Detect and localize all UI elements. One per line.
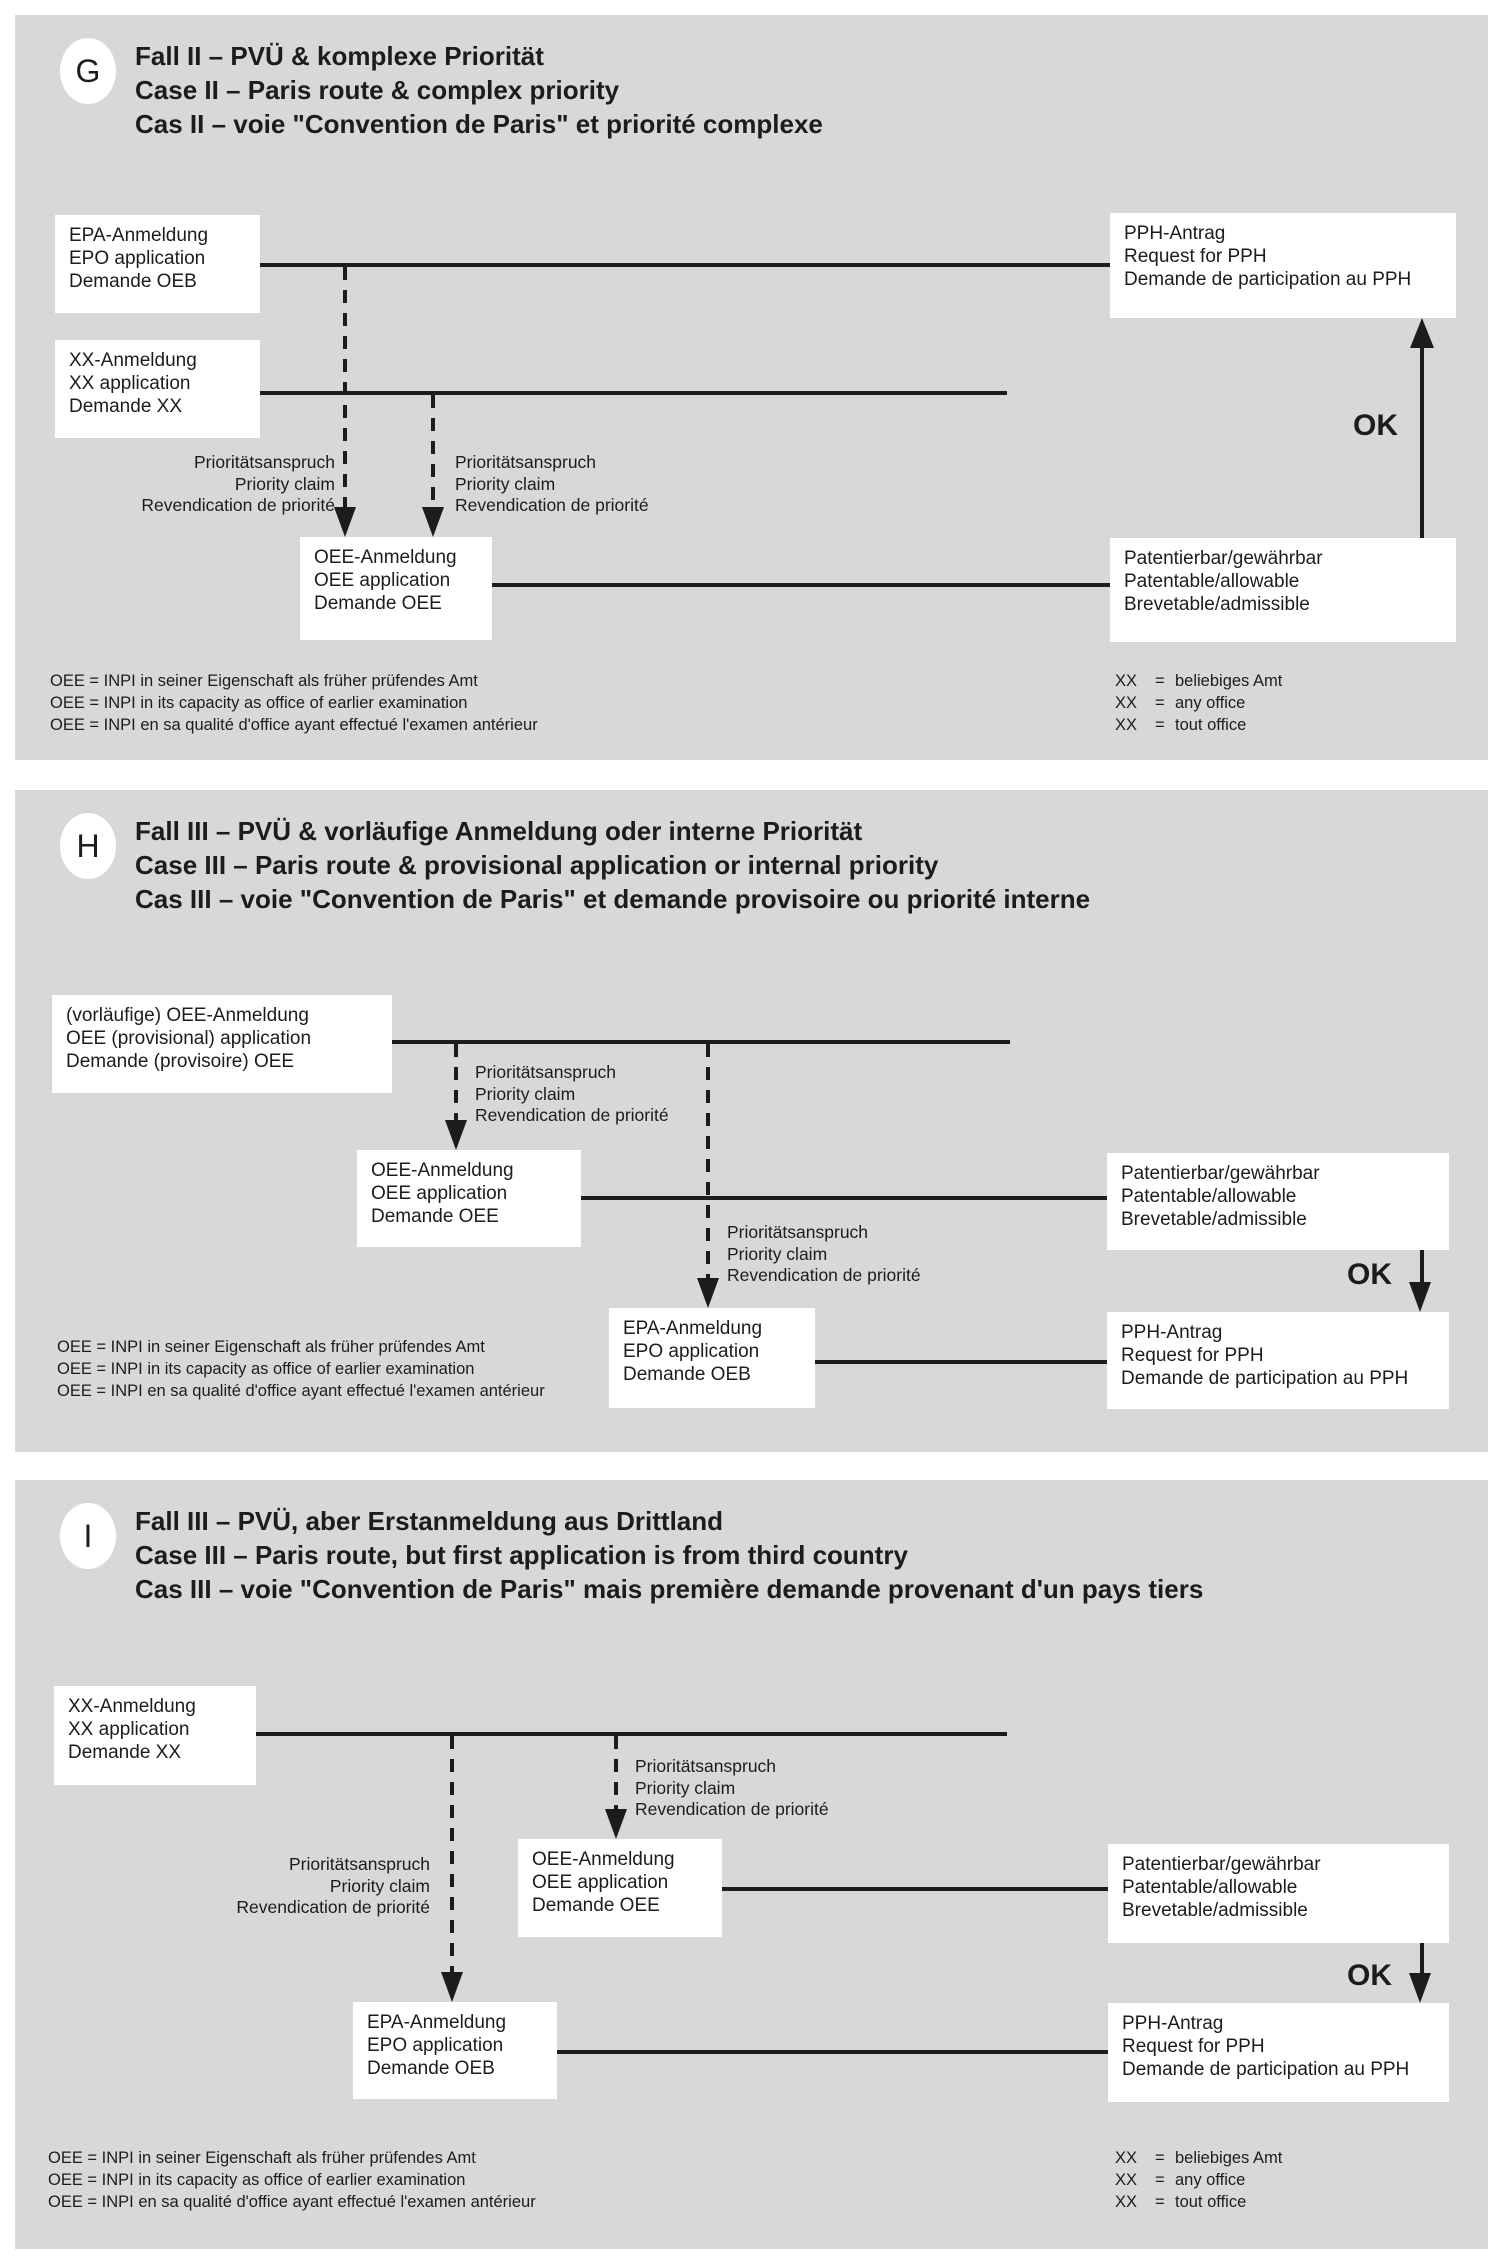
footnote-eq: = bbox=[1155, 694, 1165, 712]
box-line-de: EPA-Anmeldung bbox=[367, 2012, 507, 2033]
box-line-en: EPO application bbox=[367, 2035, 504, 2056]
priority-claim-en: Priority claim bbox=[475, 1083, 576, 1104]
footnote-eq: = bbox=[1155, 672, 1165, 690]
priority-claim-label bbox=[455, 452, 649, 517]
priority-claim-label bbox=[727, 1222, 921, 1287]
arrowhead-down-icon bbox=[697, 1278, 719, 1308]
box-line-fr: Brevetable/admissible bbox=[1121, 1209, 1307, 1230]
priority-claim-fr: Revendication de priorité bbox=[141, 495, 335, 515]
box-line-en: Request for PPH bbox=[1121, 1345, 1264, 1366]
badge-letter: I bbox=[83, 1517, 93, 1554]
epo-to-pph-connector bbox=[815, 1360, 1107, 1364]
xx-timeline bbox=[260, 391, 1007, 395]
priority-claim-en: Priority claim bbox=[234, 473, 335, 494]
oee-to-patentable-connector bbox=[492, 583, 1110, 587]
panel-title bbox=[135, 814, 1090, 916]
footnote-en: OEE = INPI in its capacity as office of earlier examination bbox=[48, 2171, 466, 2189]
footnote-fr: OEE = INPI en sa qualité d'office ayant effectué l'examen antérieur bbox=[48, 2193, 536, 2211]
box-line-fr: Demande OEB bbox=[69, 271, 197, 292]
xx-application-box bbox=[54, 1686, 256, 1785]
priority-claim-label bbox=[90, 452, 335, 517]
ok-arrow-stem bbox=[1420, 1943, 1424, 1974]
ok-label: OK bbox=[1347, 1959, 1392, 1992]
footnote-fr: OEE = INPI en sa qualité d'office ayant effectué l'examen antérieur bbox=[57, 1382, 545, 1400]
box-line-de: XX-Anmeldung bbox=[69, 350, 197, 371]
box-line-en: XX application bbox=[68, 1719, 190, 1740]
priority-claim-dashed-line bbox=[614, 1736, 618, 1809]
priority-claim-label bbox=[635, 1756, 829, 1821]
footnote-row bbox=[1115, 2147, 1282, 2169]
box-line-fr: Demande OEE bbox=[371, 1206, 499, 1227]
footnote-abbr: XX bbox=[1115, 2193, 1138, 2211]
footnote-fr: OEE = INPI en sa qualité d'office ayant effectué l'examen antérieur bbox=[50, 716, 538, 734]
panel-letter-badge bbox=[60, 813, 116, 879]
box-line-de: OEE-Anmeldung bbox=[314, 547, 457, 568]
footnote-eq: = bbox=[1155, 2171, 1165, 2189]
box-line-en: Request for PPH bbox=[1124, 246, 1267, 267]
oee-footnotes bbox=[57, 1336, 545, 1402]
arrowhead-up-icon bbox=[1410, 318, 1434, 348]
arrowhead-down-icon bbox=[1409, 1973, 1431, 2003]
priority-claim-de: Prioritätsanspruch bbox=[475, 1062, 617, 1082]
oee-application-box bbox=[518, 1839, 722, 1937]
box-line-en: OEE application bbox=[371, 1183, 508, 1204]
footnote-abbr: XX bbox=[1115, 2171, 1138, 2189]
provisional-oee-application-box bbox=[52, 995, 392, 1093]
title-de: Fall III – PVÜ, aber Erstanmeldung aus Drittland bbox=[135, 1506, 724, 1536]
pph-request-box bbox=[1108, 2003, 1449, 2102]
title-fr: Cas III – voie "Convention de Paris" et demande provisoire ou priorité interne bbox=[135, 884, 1091, 914]
oee-footnotes bbox=[48, 2147, 536, 2213]
footnote-eq: = bbox=[1155, 716, 1165, 734]
footnote-text: any office bbox=[1175, 2171, 1246, 2189]
xx-timeline bbox=[256, 1732, 1007, 1736]
priority-claim-en: Priority claim bbox=[635, 1777, 736, 1798]
priority-claim-de: Prioritätsanspruch bbox=[288, 1854, 430, 1874]
priority-claim-dashed-line bbox=[343, 267, 347, 507]
box-line-fr: Demande XX bbox=[69, 396, 183, 417]
footnote-eq: = bbox=[1155, 2193, 1165, 2211]
oee-to-patentable-connector bbox=[722, 1887, 1108, 1891]
footnote-text: tout office bbox=[1175, 716, 1247, 734]
title-fr: Cas III – voie "Convention de Paris" mais première demande provenant d'un pays tiers bbox=[135, 1574, 1204, 1604]
footnote-text: any office bbox=[1175, 694, 1246, 712]
patentable-box bbox=[1110, 538, 1456, 642]
ok-label: OK bbox=[1353, 409, 1398, 442]
footnote-de: OEE = INPI in seiner Eigenschaft als früher prüfendes Amt bbox=[57, 1338, 485, 1356]
box-line-fr: Demande OEB bbox=[367, 2058, 495, 2079]
arrowhead-down-icon bbox=[422, 507, 444, 537]
footnote-row bbox=[1115, 2169, 1282, 2191]
panel-h-case-3-provisional bbox=[15, 790, 1488, 1452]
epo-to-pph-connector bbox=[557, 2050, 1108, 2054]
priority-claim-fr: Revendication de priorité bbox=[475, 1105, 669, 1125]
priority-claim-de: Prioritätsanspruch bbox=[455, 452, 597, 472]
epo-timeline bbox=[260, 263, 1110, 267]
box-line-en: Patentable/allowable bbox=[1124, 571, 1300, 592]
box-line-fr: Brevetable/admissible bbox=[1124, 594, 1310, 615]
panel-letter-badge bbox=[60, 38, 116, 104]
box-line-de: PPH-Antrag bbox=[1122, 2013, 1224, 2034]
xx-footnotes bbox=[1115, 2147, 1282, 2213]
footnote-row bbox=[1115, 714, 1282, 736]
priority-claim-en: Priority claim bbox=[455, 473, 556, 494]
provisional-oee-timeline bbox=[392, 1040, 1010, 1044]
oee-to-patentable-connector bbox=[581, 1196, 1107, 1200]
xx-footnotes bbox=[1115, 670, 1282, 736]
box-line-en: Patentable/allowable bbox=[1121, 1186, 1297, 1207]
priority-claim-en: Priority claim bbox=[329, 1875, 430, 1896]
box-line-fr: Demande OEB bbox=[623, 1364, 751, 1385]
oee-application-box bbox=[357, 1150, 581, 1247]
footnote-abbr: XX bbox=[1115, 2149, 1138, 2167]
box-line-de: XX-Anmeldung bbox=[68, 1696, 196, 1717]
box-line-de: PPH-Antrag bbox=[1121, 1322, 1223, 1343]
priority-claim-label bbox=[475, 1062, 669, 1127]
box-line-fr: Demande OEE bbox=[532, 1895, 660, 1916]
panel-title bbox=[135, 39, 823, 141]
box-line-de: EPA-Anmeldung bbox=[69, 225, 209, 246]
footnote-de: OEE = INPI in seiner Eigenschaft als früher prüfendes Amt bbox=[50, 672, 478, 690]
footnote-text: beliebiges Amt bbox=[1175, 672, 1283, 690]
box-line-en: OEE application bbox=[532, 1872, 669, 1893]
xx-application-box bbox=[55, 340, 260, 438]
arrowhead-down-icon bbox=[1409, 1282, 1431, 1312]
box-line-en: OEE application bbox=[314, 570, 451, 591]
oee-footnotes bbox=[50, 670, 538, 736]
footnote-row bbox=[1115, 692, 1282, 714]
ok-arrow-stem bbox=[1420, 1250, 1424, 1283]
title-de: Fall III – PVÜ & vorläufige Anmeldung oder interne Priorität bbox=[135, 816, 863, 846]
footnote-eq: = bbox=[1155, 2149, 1165, 2167]
priority-claim-en: Priority claim bbox=[727, 1243, 828, 1264]
box-line-de: OEE-Anmeldung bbox=[532, 1849, 675, 1870]
priority-claim-dashed-line bbox=[431, 395, 435, 507]
box-line-fr: Brevetable/admissible bbox=[1122, 1900, 1308, 1921]
epo-application-box bbox=[55, 215, 260, 313]
box-line-de: Patentierbar/gewährbar bbox=[1121, 1163, 1320, 1184]
ok-arrow-stem bbox=[1420, 347, 1424, 538]
priority-claim-de: Prioritätsanspruch bbox=[193, 452, 335, 472]
badge-letter: G bbox=[75, 52, 101, 89]
footnote-text: beliebiges Amt bbox=[1175, 2149, 1283, 2167]
oee-application-box bbox=[300, 537, 492, 640]
footnote-abbr: XX bbox=[1115, 672, 1138, 690]
box-line-fr: Demande OEE bbox=[314, 593, 442, 614]
panel-letter-badge bbox=[60, 1503, 116, 1569]
box-line-de: EPA-Anmeldung bbox=[623, 1318, 763, 1339]
epo-application-box bbox=[353, 2002, 557, 2099]
title-en: Case II – Paris route & complex priority bbox=[135, 75, 620, 105]
footnote-de: OEE = INPI in seiner Eigenschaft als früher prüfendes Amt bbox=[48, 2149, 476, 2167]
panel-title bbox=[135, 1504, 1203, 1606]
title-fr: Cas II – voie "Convention de Paris" et priorité complexe bbox=[135, 109, 823, 139]
box-line-de: PPH-Antrag bbox=[1124, 223, 1226, 244]
footnote-text: tout office bbox=[1175, 2193, 1247, 2211]
pph-request-box bbox=[1110, 213, 1456, 318]
box-line-de: (vorläufige) OEE-Anmeldung bbox=[66, 1005, 309, 1026]
box-line-en: EPO application bbox=[69, 248, 206, 269]
box-line-fr: Demande de participation au PPH bbox=[1124, 269, 1412, 290]
footnote-row bbox=[1115, 2191, 1282, 2213]
pph-request-box bbox=[1107, 1312, 1449, 1409]
patentable-box bbox=[1107, 1153, 1449, 1250]
box-line-fr: Demande de participation au PPH bbox=[1122, 2059, 1410, 2080]
arrowhead-down-icon bbox=[334, 507, 356, 537]
box-line-de: Patentierbar/gewährbar bbox=[1124, 548, 1323, 569]
footnote-abbr: XX bbox=[1115, 694, 1138, 712]
footnote-en: OEE = INPI in its capacity as office of earlier examination bbox=[50, 694, 468, 712]
arrowhead-down-icon bbox=[441, 1972, 463, 2002]
epo-application-box bbox=[609, 1308, 815, 1408]
priority-claim-dashed-line bbox=[450, 1736, 454, 1972]
box-line-de: Patentierbar/gewährbar bbox=[1122, 1854, 1321, 1875]
arrowhead-down-icon bbox=[445, 1120, 467, 1150]
priority-claim-dashed-line bbox=[454, 1044, 458, 1120]
box-line-en: Patentable/allowable bbox=[1122, 1877, 1298, 1898]
arrowhead-down-icon bbox=[605, 1809, 627, 1839]
box-line-en: EPO application bbox=[623, 1341, 760, 1362]
box-line-en: Request for PPH bbox=[1122, 2036, 1265, 2057]
priority-claim-fr: Revendication de priorité bbox=[635, 1799, 829, 1819]
footnote-row bbox=[1115, 670, 1282, 692]
priority-claim-de: Prioritätsanspruch bbox=[727, 1222, 869, 1242]
box-line-en: XX application bbox=[69, 373, 191, 394]
panel-g-case-2 bbox=[15, 15, 1488, 760]
title-de: Fall II – PVÜ & komplexe Priorität bbox=[135, 41, 544, 71]
title-en: Case III – Paris route, but first application is from third country bbox=[135, 1540, 908, 1570]
priority-claim-fr: Revendication de priorité bbox=[236, 1897, 430, 1917]
priority-claim-fr: Revendication de priorité bbox=[455, 495, 649, 515]
footnote-en: OEE = INPI in its capacity as office of earlier examination bbox=[57, 1360, 475, 1378]
box-line-de: OEE-Anmeldung bbox=[371, 1160, 514, 1181]
box-line-en: OEE (provisional) application bbox=[66, 1028, 312, 1049]
priority-claim-dashed-line bbox=[706, 1044, 710, 1278]
priority-claim-de: Prioritätsanspruch bbox=[635, 1756, 777, 1776]
footnote-abbr: XX bbox=[1115, 716, 1138, 734]
box-line-fr: Demande de participation au PPH bbox=[1121, 1368, 1409, 1389]
badge-letter: H bbox=[76, 827, 100, 864]
priority-claim-label bbox=[175, 1854, 430, 1919]
priority-claim-fr: Revendication de priorité bbox=[727, 1265, 921, 1285]
box-line-fr: Demande (provisoire) OEE bbox=[66, 1051, 295, 1072]
panel-i-case-3-third-country bbox=[15, 1480, 1488, 2249]
patentable-box bbox=[1108, 1844, 1449, 1943]
ok-label: OK bbox=[1347, 1258, 1392, 1291]
box-line-fr: Demande XX bbox=[68, 1742, 182, 1763]
title-en: Case III – Paris route & provisional application or internal priority bbox=[135, 850, 939, 880]
